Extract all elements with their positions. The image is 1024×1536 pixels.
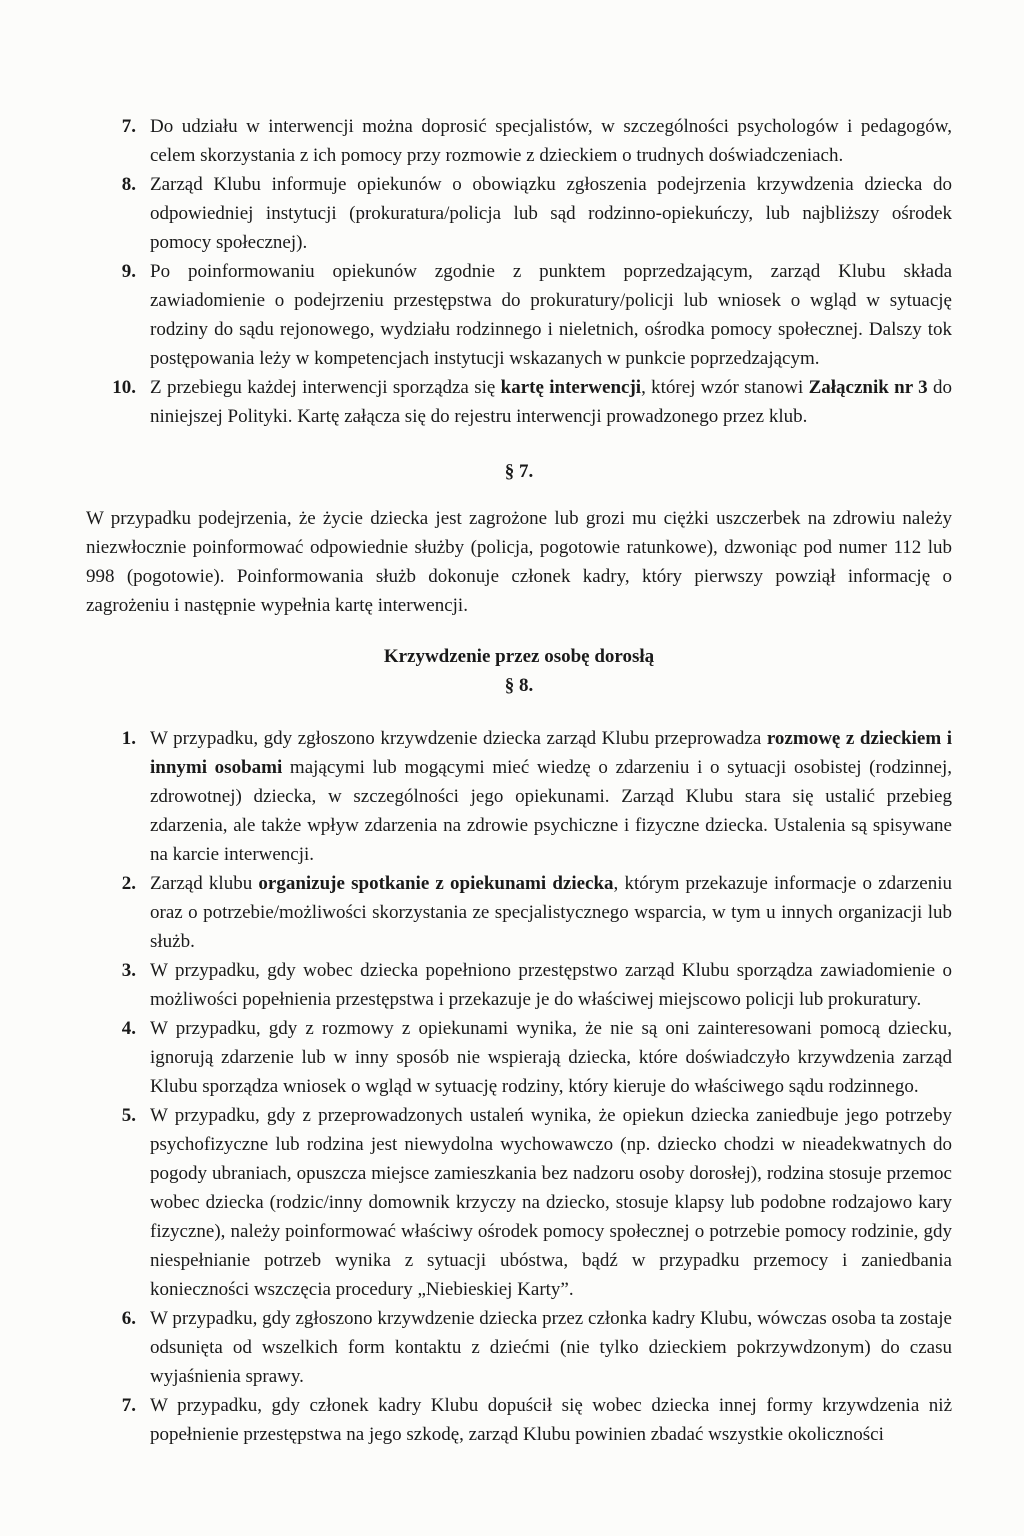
list-item — [86, 724, 952, 869]
section-7-marker: § 7. — [504, 461, 534, 482]
item-text: Zarząd klubu organizuje spotkanie z opiekunami dziecka, którym przekazuje informacje o zdarzeniu oraz o potrzebie/możliwości skorzystania ze specjalistycznego wsparcia, w tym u innych organizacji lub służb. — [150, 873, 953, 952]
item-number: 1. — [121, 728, 136, 749]
list-item — [86, 257, 952, 373]
item-text: W przypadku, gdy członek kadry Klubu dopuścił się wobec dziecka innej formy krzywdzenia niż popełnienie przestępstwa na jego szkodę, zarząd Klubu powinien zbadać wszystkie okoliczności — [150, 1395, 952, 1445]
list-item — [86, 1391, 952, 1449]
list-item — [86, 373, 952, 431]
list-item — [86, 170, 952, 257]
list-item — [86, 112, 952, 170]
item-text: Do udziału w interwencji można doprosić specjalistów, w szczególności psychologów i pedagogów, celem skorzystania z ich pomocy przy rozmowie z dzieckiem o trudnych doświadczeniach. — [150, 116, 952, 166]
item-number: 9. — [121, 261, 136, 282]
item-number: 8. — [121, 174, 136, 195]
item-number: 6. — [121, 1308, 136, 1329]
item-text: W przypadku, gdy z przeprowadzonych ustaleń wynika, że opiekun dziecka zaniedbuje jego potrzeby psychofizyczne lub rodzina jest niewydolna wychowawczo (np. dziecko chodzi w nieadekwatnych do pogody ubraniach, opuszcza miejsce zamieszkania bez nadzoru osoby dorosłej), rodzina stosuje przemoc wobec dziecka (rodzic/inny domownik krzyczy na dziecko, stosuje klapsy lub podobne rodzajowo kary fizyczne), należy poinformować właściwy ośrodek pomocy społecznej o potrzebie pomocy rodzinie, gdy niespełnianie potrzeb wynika z sytuacji ubóstwa, bądź w przypadku przemocy i zaniedbania konieczności wszczęcia procedury „Niebieskiej Karty”. — [150, 1105, 952, 1300]
item-text: W przypadku, gdy zgłoszono krzywdzenie dziecka zarząd Klubu przeprowadza rozmowę z dzieckiem i innymi osobami mającymi lub mogącymi mieć wiedzę o zdarzeniu i o sytuacji osobistej (rodzinnej, zdrowotnej) dziecka, w szczególności jego opiekunami. Zarząd Klubu stara się ustalić przebieg zdarzenia, ale także wpływ zdarzenia na zdrowie psychiczne i fizyczne dziecka. Ustalenia są spisywane na karcie interwencji. — [150, 728, 953, 865]
item-number: 10. — [112, 377, 136, 398]
section-8-title: Krzywdzenie przez osobę dorosłą — [383, 646, 655, 667]
item-number: 4. — [121, 1018, 136, 1039]
item-text: W przypadku, gdy wobec dziecka popełniono przestępstwo zarząd Klubu sporządza zawiadomienie o możliwości popełnienia przestępstwa i przekazuje je do właściwej miejscowo policji lub prokuratury. — [150, 960, 952, 1010]
item-text: Po poinformowaniu opiekunów zgodnie z punktem poprzedzającym, zarząd Klubu składa zawiadomienie o podejrzeniu przestępstwa do prokuratury/policji lub wniosek o wgląd w sytuację rodziny do sądu rejonowego, wydziału rodzinnego i nieletnich, ośrodka pomocy społecznej. Dalszy tok postępowania leży w kompetencjach instytucji wskazanych w punkcie poprzedzającym. — [150, 261, 952, 369]
item-number: 3. — [121, 960, 136, 981]
item-number: 7. — [121, 1395, 136, 1416]
item-number: 7. — [121, 116, 136, 137]
list-item — [86, 956, 952, 1014]
section-8-list — [86, 724, 952, 1449]
item-text: Zarząd Klubu informuje opiekunów o obowiązku zgłoszenia podejrzenia krzywdzenia dziecka do odpowiedniej instytucji (prokuratura/policja lub sąd rodzinno-opiekuńczy, lub najbliższy ośrodek pomocy społecznej). — [150, 174, 952, 253]
list-item — [86, 1304, 952, 1391]
section-7-paragraph: W przypadku podejrzenia, że życie dziecka jest zagrożone lub grozi mu ciężki uszczerbek na zdrowiu należy niezwłocznie poinformować odpowiednie służby (policja, pogotowie ratunkowe), dzwoniąc pod numer 112 lub 998 (pogotowie). Poinformowania służb dokonuje członek kadry, który pierwszy powziął informację o zagrożeniu i następnie wypełnia kartę interwencji. — [86, 508, 952, 616]
item-text: Z przebiegu każdej interwencji sporządza się kartę interwencji, której wzór stanowi Załącznik nr 3 do niniejszej Polityki. Kartę załącza się do rejestru interwencji prowadzonego przez klub. — [150, 377, 953, 427]
list-item — [86, 869, 952, 956]
item-text: W przypadku, gdy zgłoszono krzywdzenie dziecka przez członka kadry Klubu, wówczas osoba ta zostaje odsunięta od wszelkich form kontaktu z dziećmi (nie tylko dzieckiem pokrzywdzonym) do czasu wyjaśnienia sprawy. — [150, 1308, 952, 1387]
item-text: W przypadku, gdy z rozmowy z opiekunami wynika, że nie są oni zainteresowani pomocą dziecku, ignorują zdarzenie lub w inny sposób nie wspierają dziecka, które doświadczyło krzywdzenia zarząd Klubu sporządza wniosek o wgląd w sytuację rodziny, który kieruje do właściwego sądu rodzinnego. — [150, 1018, 952, 1097]
list-item — [86, 1014, 952, 1101]
section-8-marker: § 8. — [504, 675, 534, 696]
item-number: 2. — [121, 873, 136, 894]
intervention-list — [86, 112, 952, 431]
list-item — [86, 1101, 952, 1304]
item-number: 5. — [121, 1105, 136, 1126]
